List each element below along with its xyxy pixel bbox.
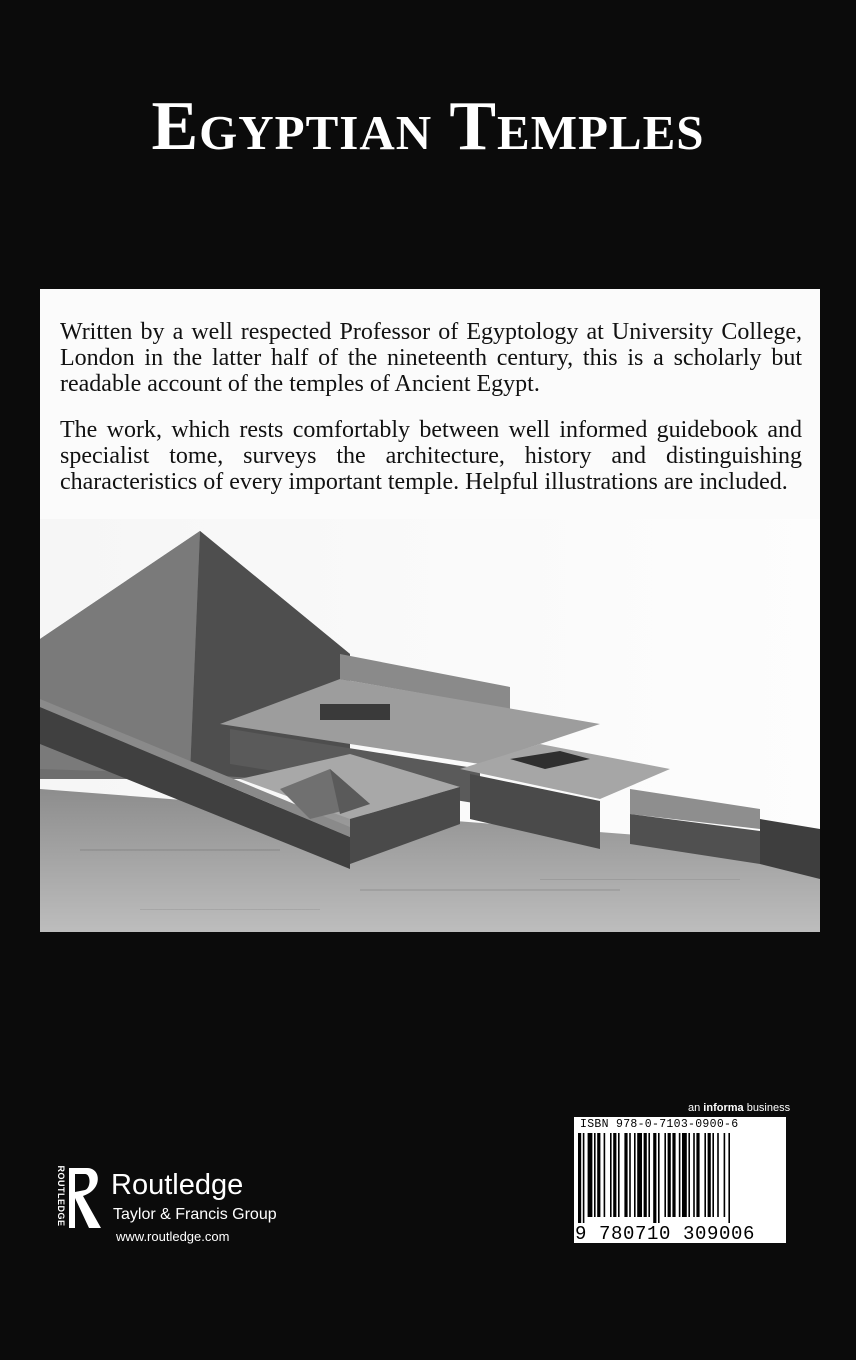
barcode-bar [618,1133,620,1217]
informa-prefix: an [688,1102,704,1114]
barcode-bar [637,1133,642,1217]
barcode-bar [629,1133,631,1217]
logo-wordmark: ROUTLEDGE [56,1165,66,1227]
barcode-bar [717,1133,719,1217]
barcode-bar [634,1133,636,1217]
temple-model-photo [40,519,820,932]
barcode-bar [693,1133,695,1217]
barcode-bar [583,1133,585,1223]
barcode-bar [644,1133,647,1217]
barcode-bar [653,1133,656,1223]
isbn-barcode [574,1117,786,1243]
barcode-bar [664,1133,666,1217]
barcode-bar [672,1133,675,1217]
publisher-url[interactable]: www.routledge.com [116,1229,230,1244]
publisher-name: Routledge [111,1169,244,1201]
barcode-bar [597,1133,600,1217]
isbn-label: ISBN 978-0-7103-0900-6 [580,1118,739,1131]
barcode-bar [658,1133,660,1223]
barcode-bar [648,1133,650,1217]
informa-brand: informa [703,1102,744,1114]
barcode-bar [679,1133,681,1217]
barcode-bars [578,1133,782,1223]
barcode-bar [610,1133,612,1217]
barcode-bar [588,1133,593,1217]
description-paragraph-2: The work, which rests comfortably between well informed guidebook and specialist tome, surveys the architecture, history and distinguishing characteristics of every important temple. Helpful illustrations are included. [60,417,802,495]
barcode-bar [624,1133,627,1217]
informa-suffix: business [743,1102,791,1114]
publisher-block [57,1163,297,1243]
barcode-bar [688,1133,690,1217]
routledge-logo [57,1166,103,1230]
barcode-bar [613,1133,616,1217]
barcode-bar [728,1133,730,1223]
book-description [60,319,802,515]
barcode-bar [708,1133,711,1217]
barcode-bar [712,1133,714,1217]
barcode-bar [668,1133,671,1217]
informa-tagline [688,1102,790,1114]
barcode-bar [578,1133,581,1223]
barcode-bar [594,1133,596,1217]
barcode-bar [704,1133,706,1217]
publisher-group: Taylor & Francis Group [113,1206,277,1223]
description-paragraph-1: Written by a well respected Professor of Egyptology at University College, London in the latter half of the nineteenth century, this is a scholarly but readable account of the temples of Ancient Egypt. [60,319,802,397]
description-panel [40,289,820,932]
barcode-bar [724,1133,726,1217]
barcode-bar [696,1133,699,1217]
barcode-bar [604,1133,606,1217]
isbn-digits: 9 780710 309006 [575,1223,756,1245]
barcode-bar [682,1133,687,1217]
book-title: Egyptian Temples [151,88,705,165]
